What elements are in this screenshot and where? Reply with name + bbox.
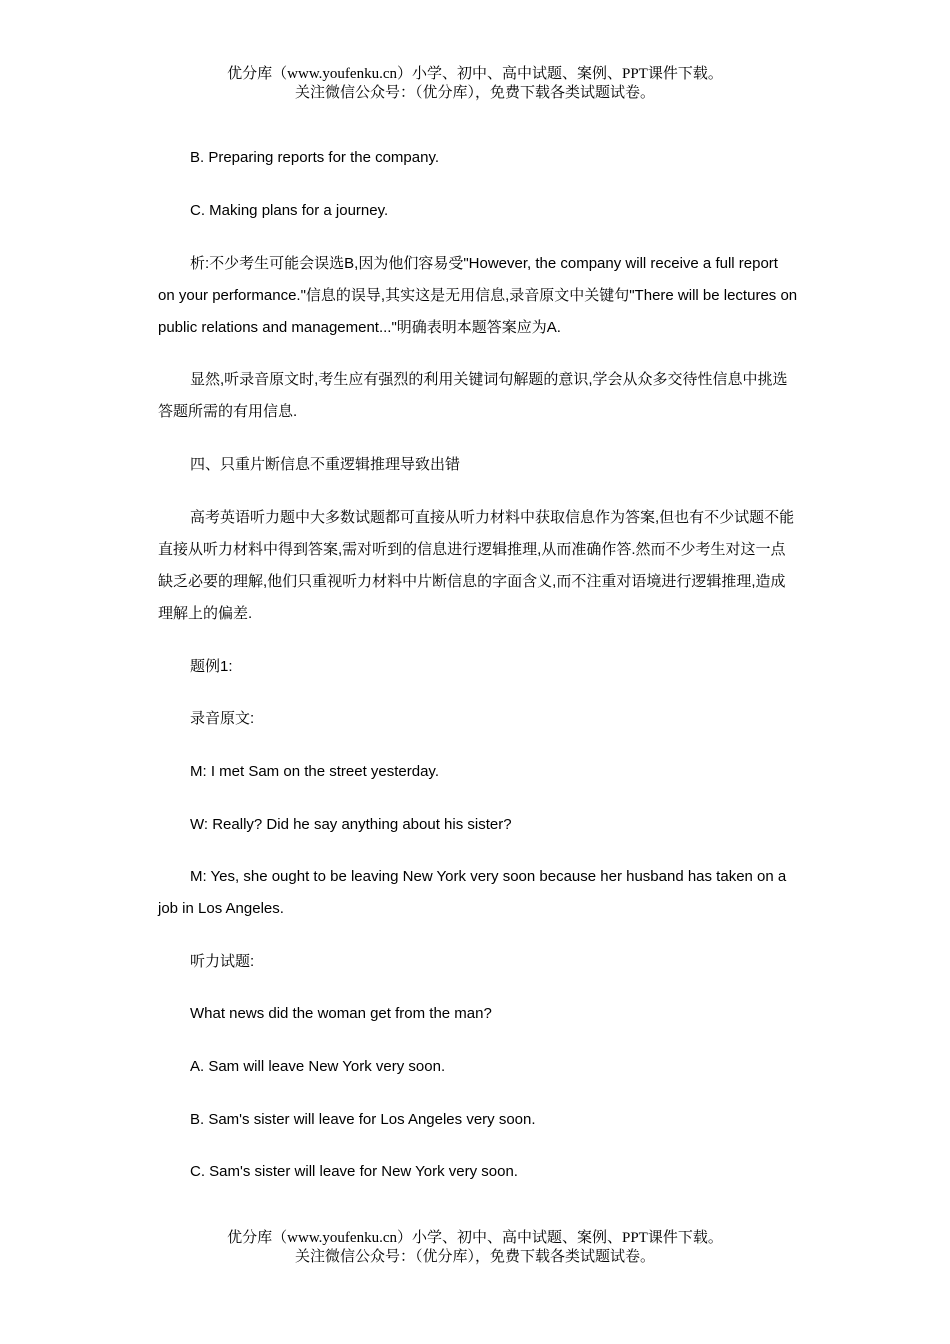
example-label: 题例1: [190,658,233,675]
question-text: What news did the woman get from the man? [190,1005,492,1022]
answer-option-b: B. Sam's sister will leave for Los Angeles very soon. [190,1111,536,1128]
header-line-2: 关注微信公众号：（优分库），免费下载各类试题试卷。 [294,85,655,101]
section-intro-paragraph: 高考英语听力题中大多数试题都可直接从听力材料中获取信息作为答案,但也有不少试题不能直接从听力材料中得到答案,需对听到的信息进行逻辑推理,从而准确作答.然而不少考生对这一点缺乏必要的理解,他们只重视听力材料中片断信息的字面含义,而不注重对语境进行逻辑推理,造成理解上的偏差. [158,509,795,622]
answer-option-c: C. Sam's sister will leave for New York very soon. [190,1163,518,1180]
question-label: 听力试题: [190,953,255,970]
option-b-preparing-reports: B. Preparing reports for the company. [190,149,440,166]
answer-option-a: A. Sam will leave New York very soon. [190,1058,446,1075]
header-line-1: 优分库（www.youfenku.cn）小学、初中、高中试题、案例、PPT课件下载。 [227,66,723,82]
footer-line-2: 关注微信公众号：（优分库），免费下载各类试题试卷。 [294,1249,655,1265]
dialogue-line-m1: M: I met Sam on the street yesterday. [190,763,439,780]
page-header [0,65,950,103]
dialogue-line-m2: M: Yes, she ought to be leaving New York very soon because her husband has taken on a job in Los Angeles. [158,868,787,917]
dialogue-line-w1: W: Really? Did he say anything about his sister? [190,816,512,833]
section-heading-four: 四、只重片断信息不重逻辑推理导致出错 [190,456,461,473]
transcript-label: 录音原文: [190,710,255,727]
footer-line-1: 优分库（www.youfenku.cn）小学、初中、高中试题、案例、PPT课件下载。 [227,1230,723,1246]
analysis-paragraph: 析:不少考生可能会误选B,因为他们容易受"However, the company will receive a full report on your performance."信息的误导,其实这是无用信息,录音原文中关键句"There will be lectures on public relations and management..."明确表明本题答案应为A. [158,255,798,336]
page-footer [0,1229,950,1267]
option-c-making-plans: C. Making plans for a journey. [190,202,389,219]
conclusion-paragraph: 显然,听录音原文时,考生应有强烈的利用关键词句解题的意识,学会从众多交待性信息中挑选答题所需的有用信息. [158,371,788,420]
